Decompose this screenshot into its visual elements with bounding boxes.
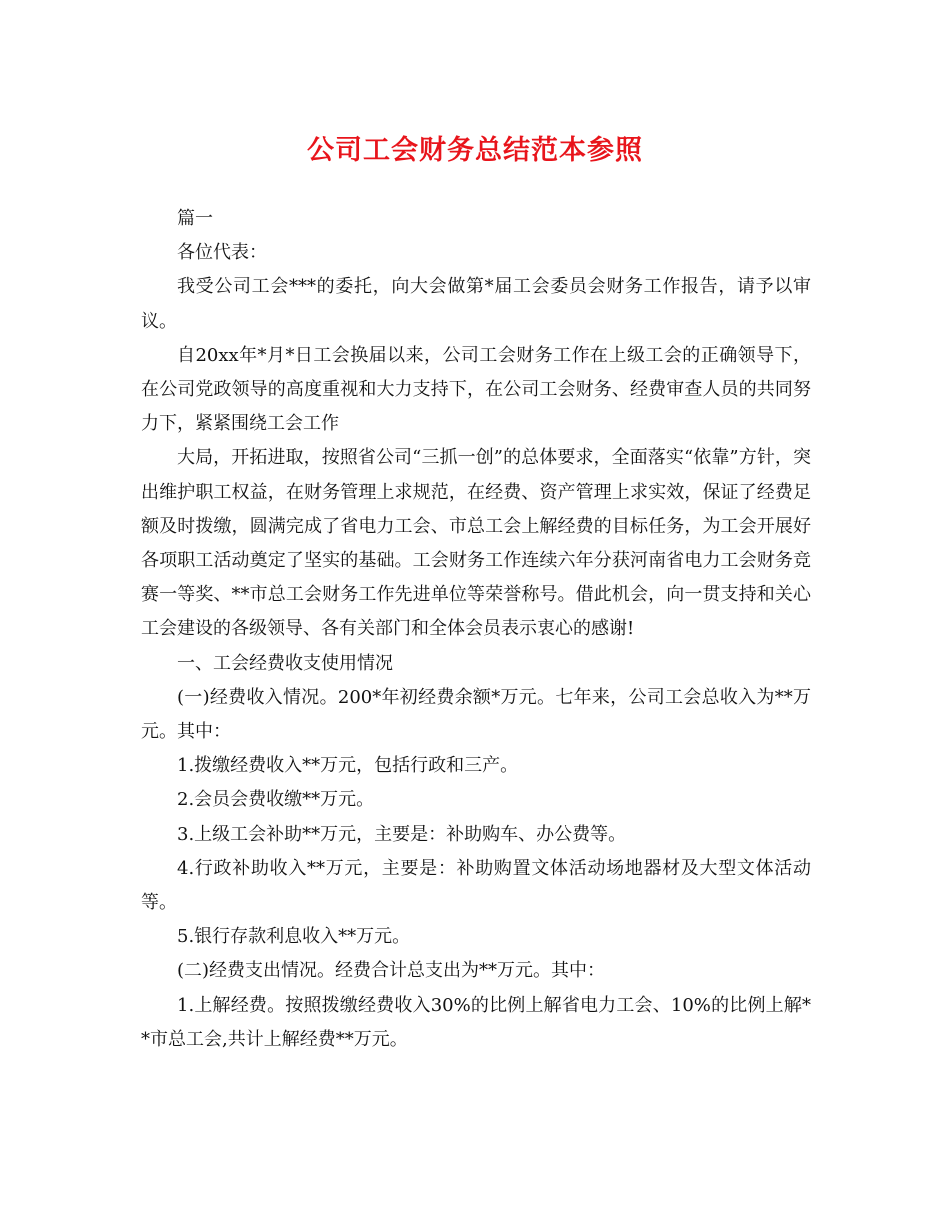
- paragraph-salutation: 各位代表：: [177, 242, 267, 264]
- list-item: 4.行政补助收入**万元，主要是：补助购置文体活动场地器材及大型文体活动等。: [141, 857, 811, 914]
- list-item: 2.会员会费收缴**万元。: [177, 789, 375, 811]
- document-body: [141, 202, 811, 1057]
- section-heading: 一、工会经费收支使用情况: [177, 652, 393, 674]
- document-title: 公司工会财务总结范本参照: [307, 135, 643, 166]
- paragraph: (二)经费支出情况。经费合计总支出为**万元。其中：: [177, 960, 606, 982]
- paragraph: 我受公司工会***的委托，向大会做第*届工会委员会财务工作报告，请予以审议。: [141, 276, 811, 332]
- paragraph: 自20xx年*月*日工会换届以来，公司工会财务工作在上级工会的正确领导下，在公司党政领导的高度重视和大力支持下，在公司工会财务、经费审查人员的共同努力下，紧紧围绕工会工作: [141, 344, 811, 435]
- paragraph: 大局，开拓进取，按照省公司“三抓一创”的总体要求，全面落实“依靠”方针，突出维护职工权益，在财务管理上求规范，在经费、资产管理上求实效，保证了经费足额及时拨缴，圆满完成了省电力工会、市总工会上解经费的目标任务，为工会开展好各项职工活动奠定了坚实的基础。工会财务工作连续六年分获河南省电力工会财务竞赛一等奖、**市总工会财务工作先进单位等荣誉称号。借此机会，向一贯支持和关心工会建设的各级领导、各有关部门和全体会员表示衷心的感谢!: [141, 447, 811, 640]
- paragraph: (一)经费收入情况。200*年初经费余额*万元。七年来，公司工会总收入为**万元。其中：: [141, 686, 811, 743]
- list-item: 5.银行存款利息收入**万元。: [177, 926, 411, 948]
- list-item: 1.拨缴经费收入**万元，包括行政和三产。: [177, 755, 519, 777]
- paragraph-section-label: 篇一: [177, 208, 213, 229]
- list-item: 1.上解经费。按照拨缴经费收入30%的比例上解省电力工会、10%的比例上解**市总工会,共计上解经费**万元。: [141, 994, 811, 1050]
- list-item: 3.上级工会补助**万元，主要是：补助购车、办公费等。: [177, 823, 627, 845]
